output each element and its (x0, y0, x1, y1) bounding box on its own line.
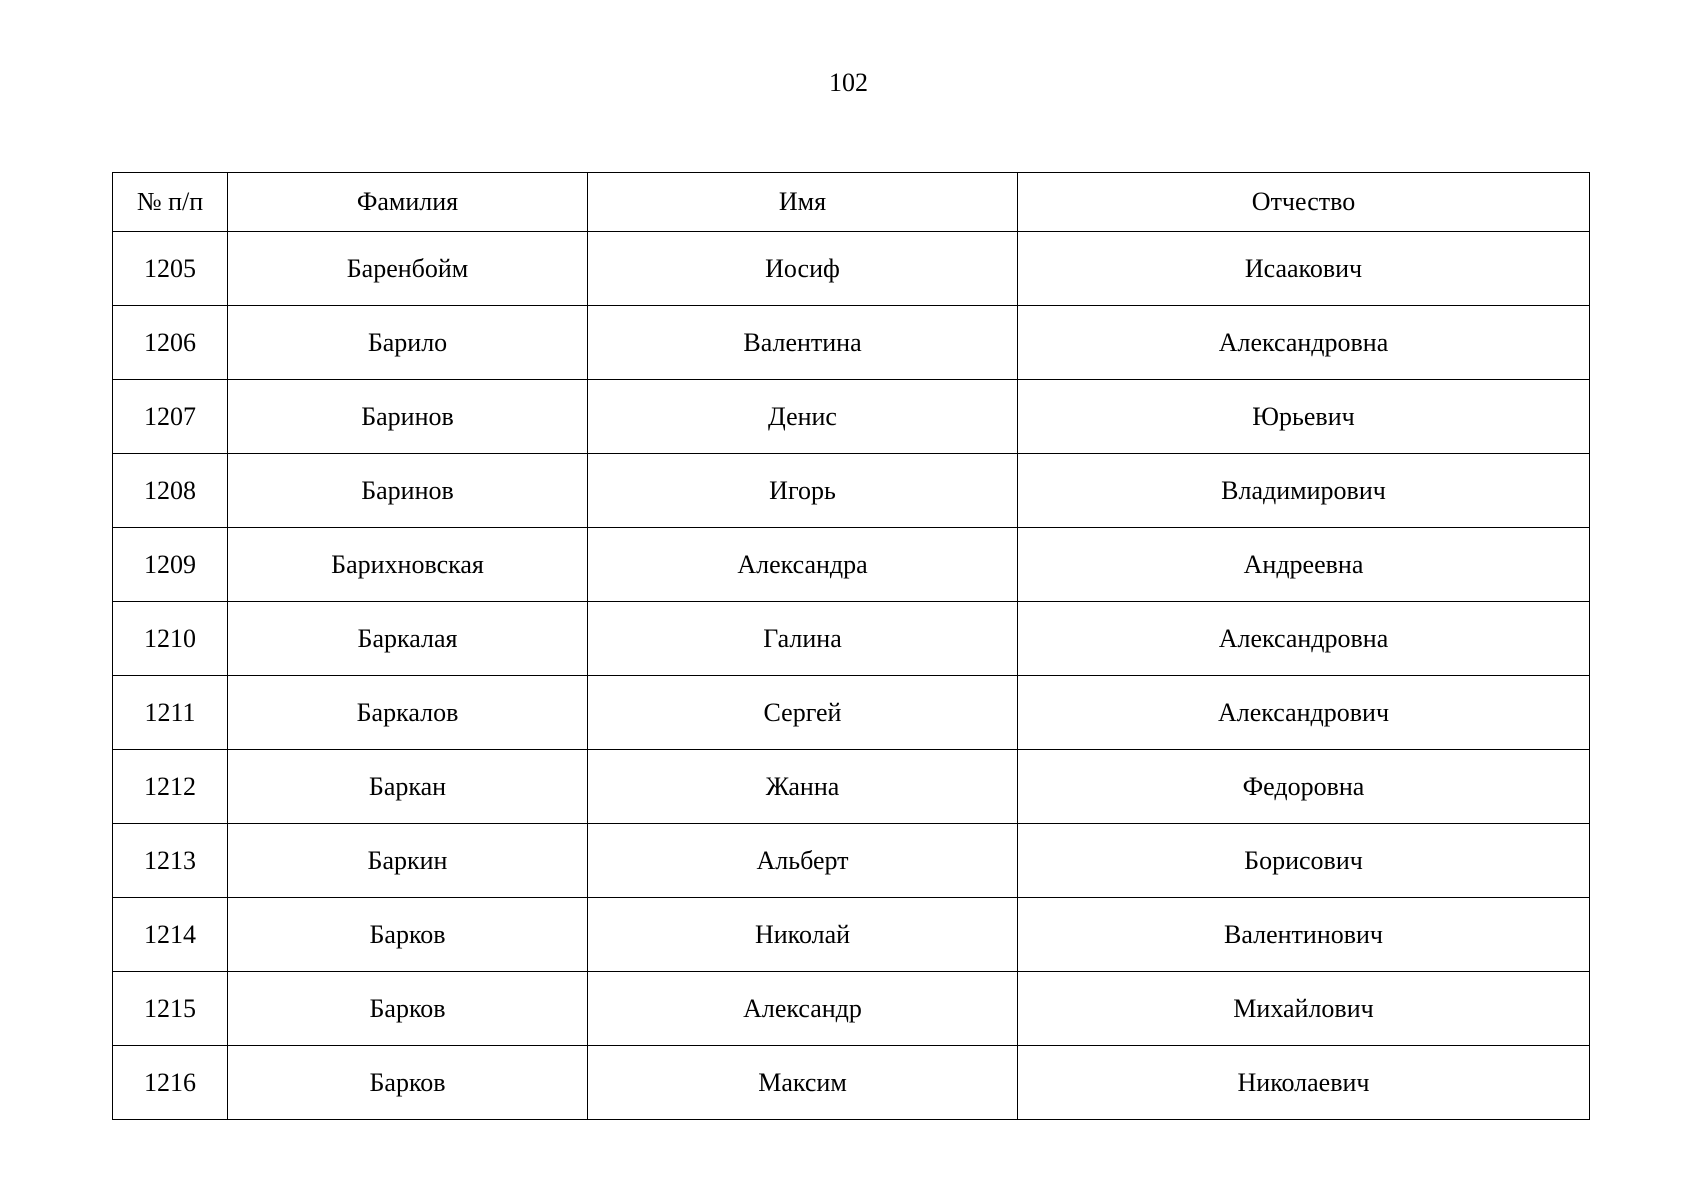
table-row (113, 602, 1590, 676)
cell-name: Николай (588, 898, 1018, 972)
cell-surname: Баренбойм (228, 232, 588, 306)
cell-patronymic: Владимирович (1018, 454, 1590, 528)
table-row (113, 454, 1590, 528)
cell-surname: Баркалая (228, 602, 588, 676)
cell-name: Валентина (588, 306, 1018, 380)
cell-surname: Баркан (228, 750, 588, 824)
table-row (113, 750, 1590, 824)
cell-patronymic: Александровна (1018, 602, 1590, 676)
table-row (113, 676, 1590, 750)
cell-num: 1209 (113, 528, 228, 602)
cell-patronymic: Николаевич (1018, 1046, 1590, 1120)
table-row (113, 1046, 1590, 1120)
cell-patronymic: Исаакович (1018, 232, 1590, 306)
cell-surname: Баринов (228, 454, 588, 528)
cell-patronymic: Юрьевич (1018, 380, 1590, 454)
cell-num: 1211 (113, 676, 228, 750)
table-row (113, 306, 1590, 380)
cell-surname: Барков (228, 972, 588, 1046)
cell-name: Галина (588, 602, 1018, 676)
cell-name: Сергей (588, 676, 1018, 750)
cell-name: Максим (588, 1046, 1018, 1120)
table-header-row (113, 173, 1590, 232)
cell-num: 1214 (113, 898, 228, 972)
cell-num: 1207 (113, 380, 228, 454)
cell-patronymic: Федоровна (1018, 750, 1590, 824)
cell-surname: Барило (228, 306, 588, 380)
cell-num: 1205 (113, 232, 228, 306)
cell-name: Жанна (588, 750, 1018, 824)
cell-num: 1213 (113, 824, 228, 898)
table-row (113, 898, 1590, 972)
cell-surname: Барков (228, 1046, 588, 1120)
table-row (113, 380, 1590, 454)
cell-name: Альберт (588, 824, 1018, 898)
cell-patronymic: Андреевна (1018, 528, 1590, 602)
cell-surname: Баринов (228, 380, 588, 454)
cell-name: Денис (588, 380, 1018, 454)
cell-surname: Барихновская (228, 528, 588, 602)
cell-patronymic: Борисович (1018, 824, 1590, 898)
cell-name: Александр (588, 972, 1018, 1046)
table-row (113, 824, 1590, 898)
cell-patronymic: Михайлович (1018, 972, 1590, 1046)
cell-surname: Баркин (228, 824, 588, 898)
table-row (113, 528, 1590, 602)
cell-name: Иосиф (588, 232, 1018, 306)
page-number: 102 (829, 68, 868, 97)
cell-surname: Барков (228, 898, 588, 972)
cell-name: Александра (588, 528, 1018, 602)
table-row (113, 972, 1590, 1046)
cell-num: 1206 (113, 306, 228, 380)
header-num: № п/п (113, 173, 228, 232)
table-row (113, 232, 1590, 306)
header-surname: Фамилия (228, 173, 588, 232)
header-patronymic: Отчество (1018, 173, 1590, 232)
cell-patronymic: Александрович (1018, 676, 1590, 750)
cell-num: 1210 (113, 602, 228, 676)
cell-name: Игорь (588, 454, 1018, 528)
cell-patronymic: Валентинович (1018, 898, 1590, 972)
registry-table (112, 172, 1590, 1120)
cell-num: 1216 (113, 1046, 228, 1120)
header-name: Имя (588, 173, 1018, 232)
cell-surname: Баркалов (228, 676, 588, 750)
cell-num: 1208 (113, 454, 228, 528)
cell-patronymic: Александровна (1018, 306, 1590, 380)
cell-num: 1212 (113, 750, 228, 824)
cell-num: 1215 (113, 972, 228, 1046)
